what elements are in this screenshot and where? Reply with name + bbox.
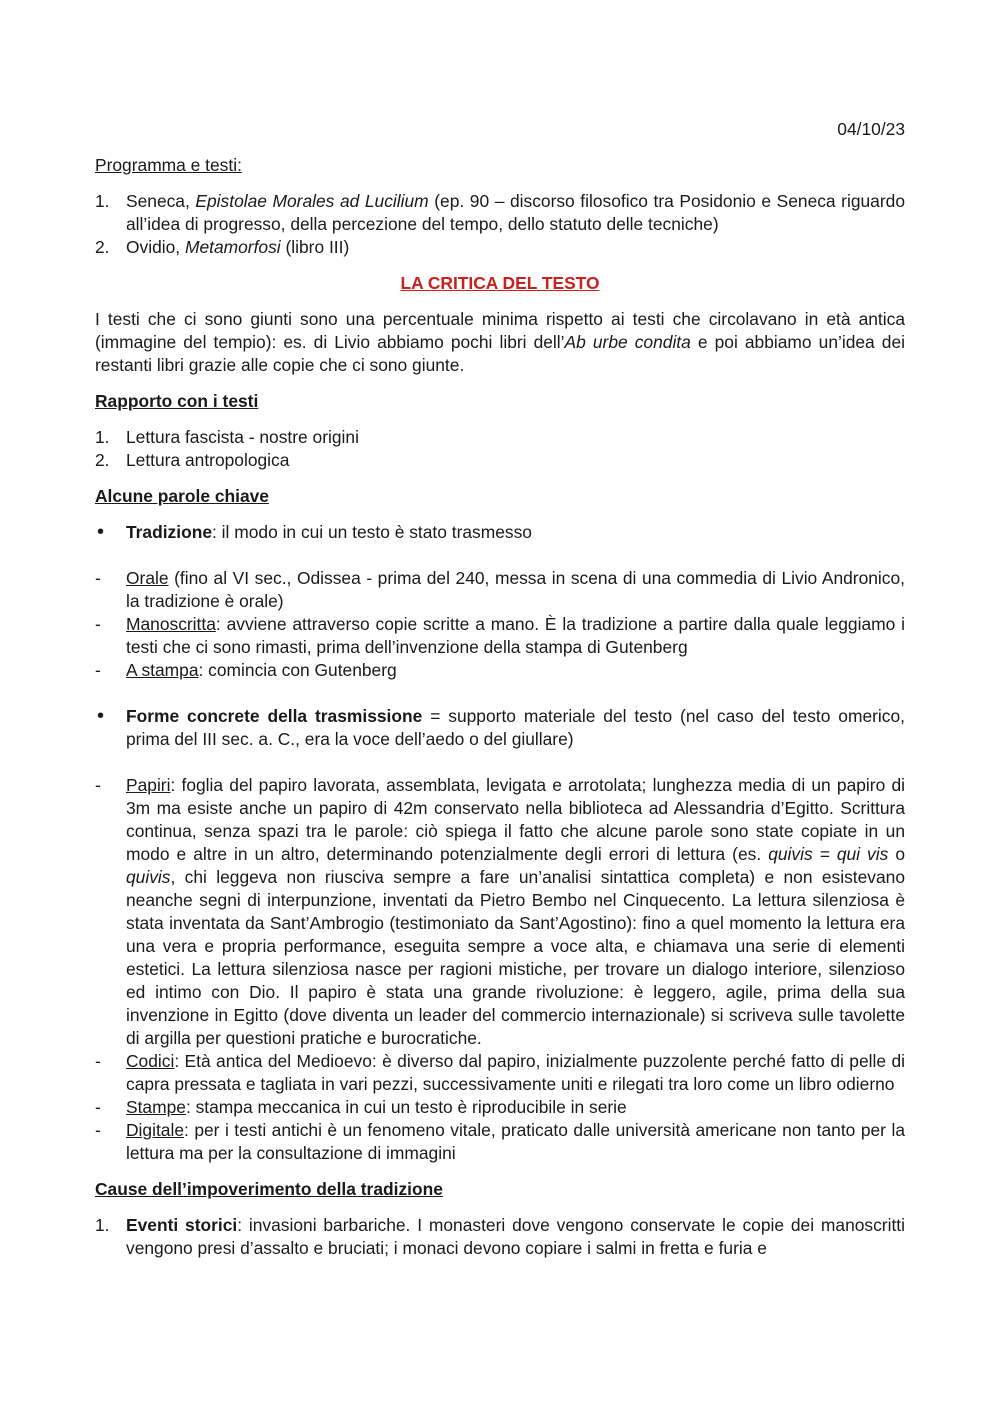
item-text: , chi leggeva non riusciva sempre a fare un’analisi sintattica completa) e non esistevano neanche segni di interpunzione, inventati da Pietro Bembo nel Cinquecento. La lettura silenziosa è stata inventata da Sant’Ambrogio (testimoniato da Sant’Agostino): fino a quel momento la lettura era una vera e propria performance, eseguita sempre a voce alta, e chiamava una serie di elementi estetici. La lettura silenziosa nasce per ragioni mistiche, per trovare un dialogo interiore, silenzioso ed intimo con Dio. Il papiro è stata una grande rivoluzione: è leggero, agile, prima della sua invenzione in Egitto (dove diventa un leader del commercio internazionale) si scriveva sulle tavolette di argilla per questioni pratiche e burocratiche. [126, 867, 905, 1048]
section-title: LA CRITICA DEL TESTO [400, 273, 600, 293]
dash-marker: - [95, 568, 101, 588]
item-term: Manoscritta [126, 614, 216, 634]
list-item [95, 449, 905, 472]
intro-paragraph [95, 308, 905, 377]
spacer [95, 682, 905, 705]
item-text: Lettura fascista - nostre origini [126, 427, 359, 447]
item-note: (libro III) [280, 237, 350, 257]
item-text: : foglia del papiro lavorata, assemblata, levigata e arrotolata; lunghezza media di un papiro di 3m ma esiste anche un papiro di 42m conservato nella biblioteca ad Alessandria d’Egitto. Scrittura continua, senza spazi tra le parole: ciò spiega il fatto che alcune parole sono state copiate in un modo e altre in un altro, determinando potenzialmente degli errori di lettura (es. [126, 775, 905, 864]
item-author: Seneca, [126, 191, 196, 211]
item-term: Forme concrete della trasmissione [126, 706, 423, 726]
item-italic: quivis [126, 867, 171, 887]
dash-marker: - [95, 1051, 101, 1071]
intro-text-end: e poi abbiamo un’idea dei restanti libri grazie alle copie che ci sono giunte. [95, 332, 905, 375]
dash-item [95, 567, 905, 613]
item-title: Metamorfosi [184, 237, 281, 257]
dash-marker: - [95, 1120, 101, 1140]
item-title: Epistolae Morales ad Lucilium [195, 191, 429, 211]
dash-item [95, 1119, 905, 1165]
intro-text: I testi che ci sono giunti sono una percentuale minima rispetto ai testi che circolavano in età antica (immagine del tempio): es. di Livio abbiamo pochi libri dell’ [95, 309, 905, 352]
dash-item [95, 1050, 905, 1096]
list-number: 1. [95, 427, 110, 447]
parole-heading: Alcune parole chiave [95, 486, 269, 506]
spacer [95, 544, 905, 567]
dash-item [95, 659, 905, 682]
item-italic: quivis = qui vis [768, 844, 889, 864]
dash-marker: - [95, 614, 101, 634]
item-note: (ep. 90 – discorso filosofico tra Posidonio e Seneca riguardo all’idea di progresso, della percezione del tempo, dello statuto delle tecniche) [126, 191, 905, 234]
dash-item [95, 1096, 905, 1119]
spacer [95, 751, 905, 774]
item-text: : comincia con Gutenberg [198, 660, 397, 680]
item-term: Orale [126, 568, 169, 588]
list-item [95, 426, 905, 449]
item-text: : invasioni barbariche. I monasteri dove vengono conservate le copie dei manoscritti vengono presi d’assalto e bruciati; i monaci devono copiare i salmi in fretta e furia e [126, 1215, 905, 1258]
item-term: Digitale [126, 1120, 184, 1140]
dash-item-papiri [95, 774, 905, 1050]
list-number: 1. [95, 1215, 110, 1235]
item-term: Tradizione [126, 522, 213, 542]
list-number: 2. [95, 450, 110, 470]
item-text: = supporto materiale del testo (nel caso del testo omerico, prima del III sec. a. C., era la voce dell’aedo o del giullare) [126, 706, 905, 749]
item-text: : stampa meccanica in cui un testo è riproducibile in serie [185, 1097, 627, 1117]
item-term: Stampe [126, 1097, 186, 1117]
page-content [95, 118, 905, 1260]
bullet-item-forme [95, 705, 905, 751]
programma-list [95, 190, 905, 259]
dash-marker: - [95, 660, 101, 680]
rapporto-heading: Rapporto con i testi [95, 391, 259, 411]
dash-item [95, 613, 905, 659]
item-term: Papiri [126, 775, 171, 795]
list-number: 1. [95, 191, 110, 211]
list-number: 2. [95, 237, 110, 257]
rapporto-list [95, 426, 905, 472]
list-item [95, 236, 905, 259]
item-text: : avviene attraverso copie scritte a mano. È la tradizione a partire dalla quale leggiamo i testi che ci sono rimasti, prima dell’invenzione della stampa di Gutenberg [126, 614, 905, 657]
dash-marker: - [95, 1097, 101, 1117]
dash-marker: - [95, 775, 101, 795]
date: 04/10/23 [837, 119, 905, 139]
item-text: : per i testi antichi è un fenomeno vitale, praticato dalle università americane non tanto per la lettura ma per la consultazione di immagini [126, 1120, 905, 1163]
bullet-icon: • [97, 521, 105, 543]
programma-heading: Programma e testi: [95, 155, 242, 175]
bullet-icon: • [97, 705, 105, 727]
item-text: (fino al VI sec., Odissea - prima del 240, messa in scena di una commedia di Livio Andronico, la tradizione è orale) [126, 568, 905, 611]
item-author: Ovidio, [126, 237, 185, 257]
item-text: o [888, 844, 905, 864]
intro-italic: Ab urbe condita [564, 332, 691, 352]
item-text: : Età antica del Medioevo: è diverso dal papiro, inizialmente puzzolente perché fatto di pelle di capra pressata e tagliata in vari pezzi, successivamente uniti e rilegati tra loro come un libro odierno [126, 1051, 905, 1094]
item-term: A stampa [126, 660, 199, 680]
item-text: Lettura antropologica [126, 450, 290, 470]
list-item [95, 1214, 905, 1260]
item-text: : il modo in cui un testo è stato trasmesso [212, 522, 532, 542]
bullet-item-tradizione [95, 521, 905, 544]
cause-heading: Cause dell’impoverimento della tradizione [95, 1179, 443, 1199]
list-item [95, 190, 905, 236]
item-term: Codici [126, 1051, 175, 1071]
item-term: Eventi storici [126, 1215, 238, 1235]
